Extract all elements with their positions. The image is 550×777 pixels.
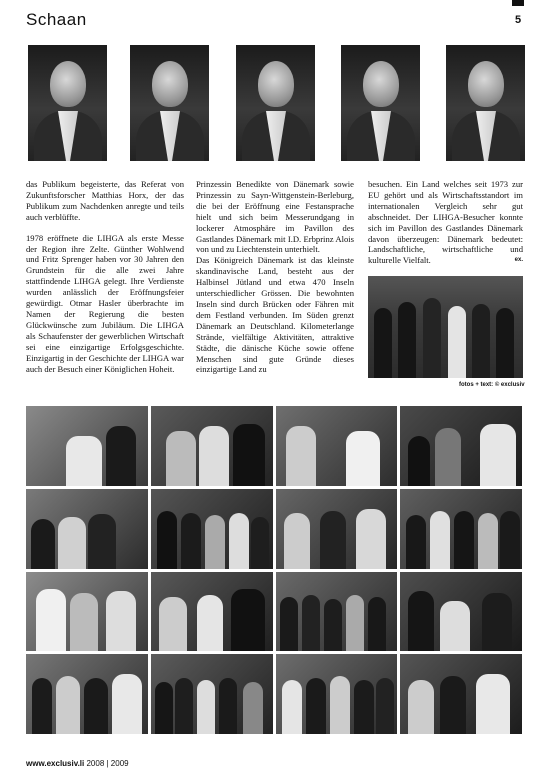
gallery-photo — [400, 654, 522, 734]
gallery-photo — [26, 406, 148, 486]
section-title: Schaan — [26, 10, 87, 29]
portrait-photo — [446, 45, 525, 161]
portrait-photo — [341, 45, 420, 161]
gallery-photo — [276, 489, 398, 569]
portrait-photo — [130, 45, 209, 161]
gallery-photo — [26, 654, 148, 734]
footer-site: www.exclusiv.li — [26, 759, 85, 768]
page-number: 5 — [515, 14, 522, 26]
text-column-1 — [26, 179, 184, 374]
paragraph: das Publikum begeisterte, das Referat von Zukunftsforscher Matthias Horx, der das Publikum zum Nachdenken anregte und teils auch verblüffte. — [26, 179, 184, 222]
gallery-photo — [400, 572, 522, 652]
paragraph: Prinzessin Benedikte von Dänemark sowie Prinzessin zu Sayn-Wittgenstein-Berleburg, die bei der Eröffnung eine Festansprache hielt und sich beim Messerundgang in lockerer Atmosphäre im Pavillon des Gastlandes Dänemark mit I.D. Erbprinz Alois von und zu Liechtenstein unterhielt. — [196, 179, 354, 255]
gallery-photo — [151, 406, 273, 486]
corner-marker — [512, 0, 524, 6]
text-column-3 — [368, 179, 523, 266]
paragraph: 1978 eröffnete die LIHGA als erste Messe der Region ihre Zelte. Günther Wohlwend und Fritz Sprenger haben vor 30 Jahren den Grundstein für die alle zwei Jahre stattfindende LIHGA gelegt. Ihre Verdienste wurden anlässlich der Eröffnungsfeier gewürdigt. Otmar Hasler überbrachte im Namen der Regierung die besten Glückwünsche zum Jubiläum. Die LIHGA als Schaufenster der gewerblichen Wirtschaft sei eine einzigartige Erfolgsgeschichte. Einzigartig in der Geschichte der LIHGA war auch der Besuch einer Königlichen Hoheit. — [26, 232, 184, 374]
gallery-photo — [276, 654, 398, 734]
gallery-photo — [151, 572, 273, 652]
footer — [26, 759, 129, 768]
text-column-2 — [196, 179, 354, 375]
photo-gallery — [26, 406, 522, 734]
footer-issue: 2008 | 2009 — [86, 759, 129, 768]
gallery-photo — [151, 489, 273, 569]
gallery-photo — [26, 572, 148, 652]
gallery-photo — [26, 489, 148, 569]
photo-credit: fotos + text: © exclusiv — [459, 382, 525, 388]
portrait-photo — [236, 45, 315, 161]
paragraph: Das Königreich Dänemark ist das kleinste skandinavische Land, besteht aus der Halbinsel Jütland und etwa 470 Inseln unterschiedlicher Grössen. Die bewohnten Inseln sind durch Brücken oder Fähren mit dem Festland verbunden. Im Süden grenzt Dänemark an Deutschland. Kilometerlange Strände, vielfältige Aktivitäten, attraktive Städte, die dänische Küche sowie offene Menschen sind gute Gründe dieses einzigartige Land zu — [196, 255, 354, 375]
gallery-photo — [400, 489, 522, 569]
gallery-photo — [400, 406, 522, 486]
gallery-photo — [151, 654, 273, 734]
author-signature: ex. — [514, 257, 523, 264]
portrait-photo — [28, 45, 107, 161]
gallery-photo — [276, 406, 398, 486]
group-photo — [368, 276, 523, 378]
gallery-photo — [276, 572, 398, 652]
paragraph: besuchen. Ein Land welches seit 1973 zur EU gehört und als Wirtschaftsstandort im internationalen Vergleich sehr gut abschneidet. Der LIHGA-Besucher konnte sich im Pavillon des Gastlandes Dänemark davon überzeugen: Dänemark bedeutet: Landschaftliche, wirtschaftliche und kulturelle Vielfalt. — [368, 179, 523, 266]
